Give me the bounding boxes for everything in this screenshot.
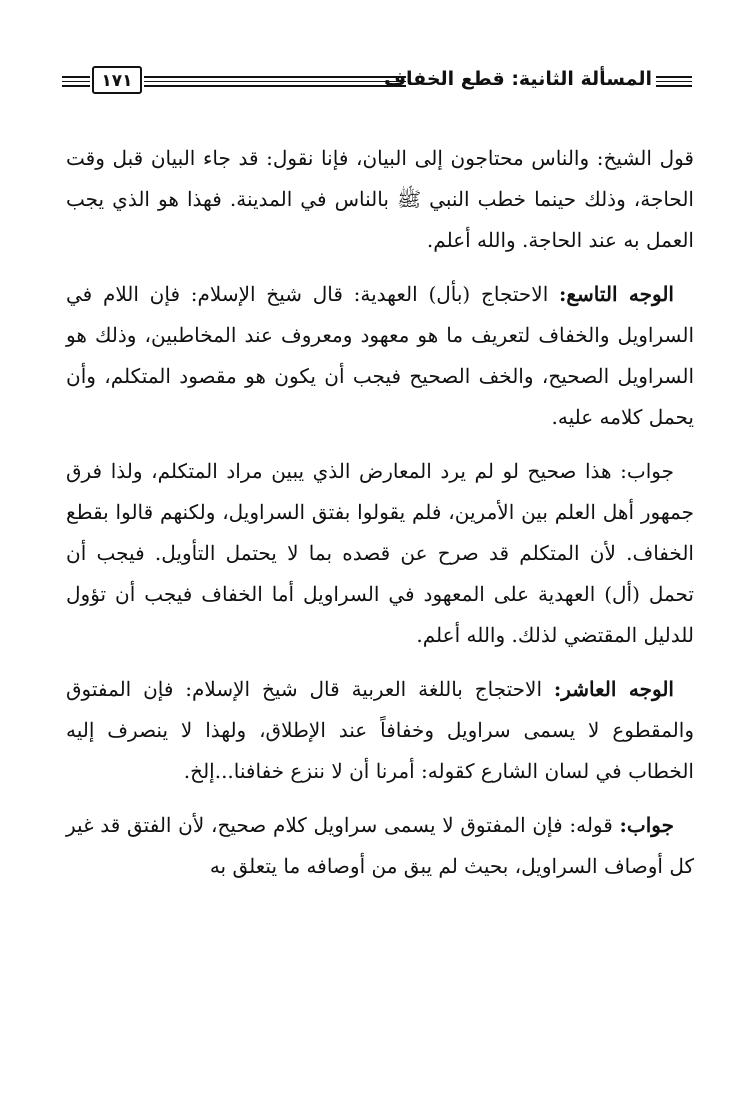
paragraph-text: قوله: فإن المفتوق لا يسمى سراويل كلام صحيح، لأن الفتق قد غير كل أوصاف السراويل، بحيث لم يبق من أوصافه ما يتعلق به (66, 813, 694, 878)
paragraph-4 (66, 669, 694, 792)
header-rule-left (62, 76, 90, 87)
paragraph-1 (66, 138, 694, 261)
chapter-title: المسألة الثانية: قطع الخفاف (383, 68, 652, 90)
paragraph-5 (66, 805, 694, 887)
paragraph-lead: جواب: (619, 813, 674, 837)
paragraph-text: الاحتجاج باللغة العربية قال شيخ الإسلام: فإن المفتوق والمقطوع لا يسمى سراويل وخفافاً عند الإطلاق، ولهذا لا ينصرف إليه الخطاب في لسان الشارع كقوله: أمرنا أن لا ننزع خفافنا...إلخ. (66, 677, 694, 783)
paragraph-3 (66, 451, 694, 656)
paragraph-lead: الوجه العاشر: (553, 677, 674, 701)
paragraph-text: الاحتجاج (بأل) العهدية: قال شيخ الإسلام: فإن اللام في السراويل والخفاف لتعريف ما هو معهود ومعروف عند المخاطبين، وذلك هو السراويل الصحيح، والخف الصحيح فيجب أن يكون هو مقصود المتكلم، وأن يحمل كلامه عليه. (66, 282, 694, 429)
paragraph-lead: الوجه التاسع: (559, 282, 674, 306)
body-text (66, 138, 694, 900)
page-number: ١٧١ (92, 66, 142, 94)
paragraph-2 (66, 274, 694, 438)
paragraph-text: قول الشيخ: والناس محتاجون إلى البيان، فإنا نقول: قد جاء البيان قبل وقت الحاجة، وذلك حينما خطب النبي ﷺ بالناس في المدينة. فهذا هو الذي يجب العمل به عند الحاجة. والله أعلم. (66, 146, 694, 252)
header-rule-middle (144, 76, 406, 87)
header-rule-right (656, 76, 692, 87)
running-header (62, 66, 692, 100)
paragraph-text: جواب: هذا صحيح لو لم يرد المعارض الذي يبين مراد المتكلم، ولذا فرق جمهور أهل العلم بين الأمرين، فلم يقولوا بفتق السراويل، ولكنهم قالوا بقطع الخفاف. لأن المتكلم قد صرح عن قصده بما لا يحتمل التأويل. فيجب أن تحمل (أل) العهدية على المعهود في السراويل أما الخفاف فيجب أن تؤول للدليل المقتضي لذلك. والله أعلم. (66, 459, 694, 647)
